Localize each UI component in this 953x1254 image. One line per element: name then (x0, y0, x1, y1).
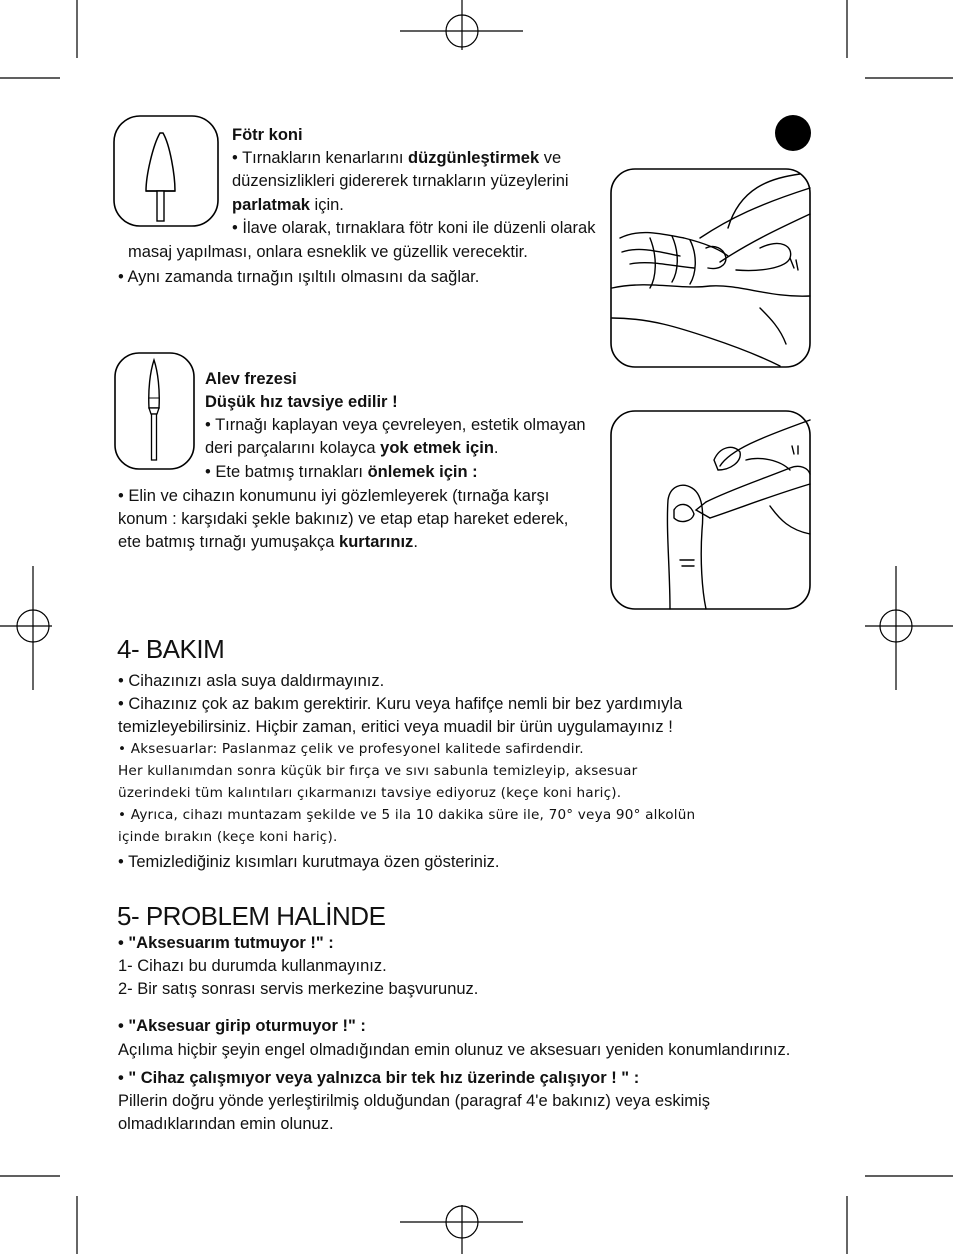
problem-3-title: • " Cihaz çalışmıyor veya yalnızca bir tek hız üzerinde çalışıyor ! " : (118, 1069, 640, 1087)
flame-cutter-b2a: • Ete batmış tırnakları (205, 463, 368, 481)
problems-heading: 5- PROBLEM HALİNDE (117, 901, 386, 931)
flame-cutter-b1d: . (493, 439, 499, 457)
flame-cutter-b3a: • Elin ve cihazın konumunu iyi gözlemleyerek (tırnağa karşı (118, 487, 550, 505)
problem-1-l1: 1- Cihazı bu durumda kullanmayınız. (118, 957, 387, 975)
felt-cone-b3: • Aynı zamanda tırnağın ışıltılı olmasını da sağlar. (118, 268, 480, 286)
problem-1-l2: 2- Bir satış sonrası servis merkezine başvurunuz. (118, 980, 479, 998)
flame-cutter-b3c: ete batmış tırnağı yumuşakça (118, 533, 340, 551)
hand-cutting-cuticle-illustration (610, 410, 811, 610)
felt-cone-b2b: masaj yapılması, onlara esneklik ve güzellik verecektir. (128, 243, 528, 261)
felt-cone-b1b: düzgünleştirmek (408, 149, 540, 167)
maintenance-l7: • Ayrıca, cihazı muntazam şekilde ve 5 ila 10 dakika süre ile, 70° veya 90° alkolün (118, 807, 696, 823)
maintenance-l3: temizleyebilirsiniz. Hiçbir zaman, eritici veya muadil bir ürün uygulamayınız ! (118, 718, 673, 736)
flame-cutter-b1c: yok etmek için (380, 439, 494, 457)
maintenance-l4: • Aksesuarlar: Paslanmaz çelik ve profesyonel kalitede safirdendir. (118, 741, 584, 757)
flame-cutter-b2b: önlemek için : (367, 463, 478, 481)
felt-cone-b1d: düzensizlikleri gidererek tırnakların yüzeylerini (232, 172, 569, 190)
felt-cone-b1f: için. (309, 196, 344, 214)
flame-cutter-b3e: . (413, 533, 418, 551)
problem-3-l2: olmadıklarından emin olunuz. (118, 1115, 334, 1133)
language-marker (775, 115, 811, 151)
felt-cone-b2a: • İlave olarak, tırnaklara fötr koni ile düzenli olarak (232, 219, 596, 237)
hand-polishing-nail-illustration (610, 168, 811, 368)
felt-cone-title: Fötr koni (232, 126, 303, 144)
felt-cone-bit-icon (113, 115, 219, 227)
maintenance-l1: • Cihazınızı asla suya daldırmayınız. (118, 672, 385, 690)
problem-1-title: • "Aksesuarım tutmuyor !" : (118, 934, 334, 952)
flame-cutter-title: Alev frezesi (205, 370, 297, 388)
flame-cutter-b3b: konum : karşıdaki şekle bakınız) ve etap etap hareket ederek, (118, 510, 569, 528)
problem-2-l1: Açılıma hiçbir şeyin engel olmadığından emin olunuz ve aksesuarı yeniden konumlandırınız. (118, 1041, 791, 1059)
problem-2-title: • "Aksesuar girip oturmuyor !" : (118, 1017, 366, 1035)
felt-cone-b1a: • Tırnakların kenarlarını (232, 149, 409, 167)
felt-cone-b1e: parlatmak (232, 196, 310, 214)
felt-cone-b1c: ve (539, 149, 562, 167)
flame-cutter-subtitle: Düşük hız tavsiye edilir ! (205, 393, 398, 411)
problem-3-l1: Pillerin doğru yönde yerleştirilmiş olduğundan (paragraf 4'e bakınız) veya eskimiş (118, 1092, 710, 1110)
flame-cutter-b3d: kurtarınız (339, 533, 414, 551)
maintenance-l5: Her kullanımdan sonra küçük bir fırça ve sıvı sabunla temizleyip, aksesuar (118, 763, 638, 779)
flame-cutter-bit-icon (114, 352, 195, 470)
maintenance-l6: üzerindeki tüm kalıntıları çıkarmanızı tavsiye ediyoruz (keçe koni hariç). (118, 785, 622, 801)
maintenance-heading: 4- BAKIM (117, 634, 225, 664)
maintenance-l8: içinde bırakın (keçe koni hariç). (118, 829, 338, 845)
maintenance-l9: • Temizlediğiniz kısımları kurutmaya özen gösteriniz. (118, 853, 500, 871)
flame-cutter-b1a: • Tırnağı kaplayan veya çevreleyen, estetik olmayan (205, 416, 586, 434)
maintenance-l2: • Cihazınız çok az bakım gerektirir. Kuru veya hafifçe nemli bir bez yardımıyla (118, 695, 683, 713)
flame-cutter-b1b: deri parçalarını kolayca (205, 439, 381, 457)
